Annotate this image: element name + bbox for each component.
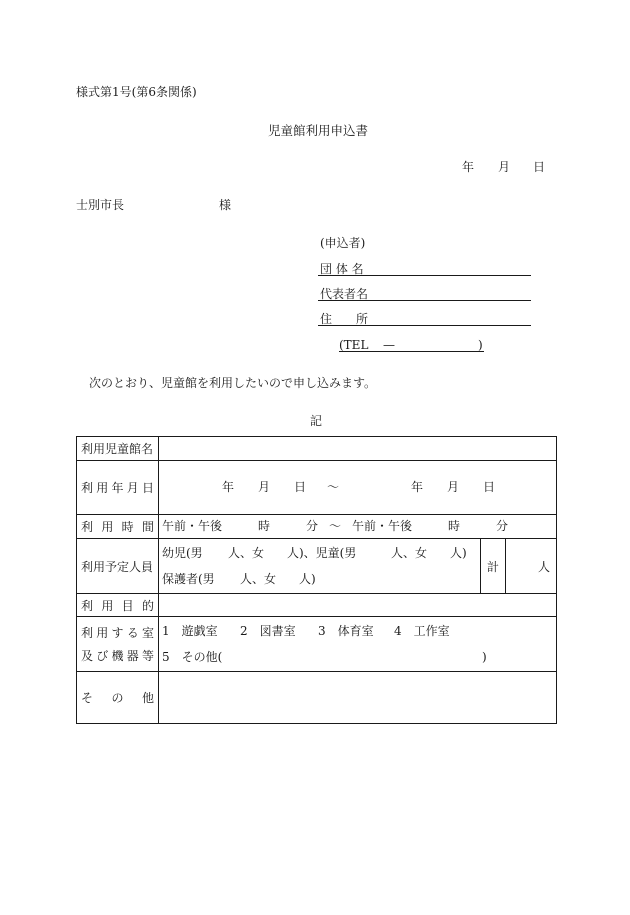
application-table [76,436,557,724]
address-field[interactable] [318,325,531,326]
representative-field[interactable] [318,300,531,301]
representative-label: 代表者名 [320,287,369,301]
to-ampm: 午前・午後 [352,519,413,533]
row-rooms-equipment [77,617,557,672]
total-field[interactable] [506,539,557,594]
tel-dash: — [383,338,395,352]
date-tilde: ～ [327,480,340,494]
infant-female: 人、女 [228,546,265,560]
child-close: 人) [450,546,467,560]
total-label: 計 [486,559,499,574]
end-year: 年 [411,480,424,494]
row-other [77,672,557,724]
row-facility-name [77,437,557,461]
usage-date-field[interactable] [159,461,557,515]
infant-male: 幼児(男 [162,546,203,560]
to-minute: 分 [496,519,509,533]
end-month: 月 [447,480,460,494]
other-field[interactable] [159,672,557,724]
from-minute: 分 [306,519,319,533]
row-usage-time [77,515,557,539]
room-option-other[interactable]: 5 その他( [162,650,223,664]
to-hour: 時 [448,519,461,533]
room-option-other-close: ) [482,650,487,664]
tel-close: ) [478,338,483,352]
other-label: そ の 他 [81,691,154,705]
usage-time-label: 利 用 時 間 [81,520,154,534]
row-usage-date [77,461,557,515]
from-ampm: 午前・午後 [162,519,223,533]
total-unit: 人 [538,559,551,574]
expected-people-label: 利用予定人員 [81,559,154,574]
usage-purpose-field[interactable] [159,594,557,617]
end-day: 日 [483,480,496,494]
start-year: 年 [222,480,235,494]
from-hour: 時 [258,519,271,533]
guardian-male: 保護者(男 [162,572,215,586]
rooms-equipment-field[interactable] [159,617,557,672]
time-tilde: ～ [329,519,342,533]
row-expected-people [77,539,557,594]
expected-people-field[interactable] [159,539,481,594]
addressee-name: 士別市長 [76,198,125,212]
date-day: 日 [533,160,546,174]
guardian-close: 人) [299,572,316,586]
room-option-4[interactable]: 4 工作室 [394,624,450,638]
room-option-3[interactable]: 3 体育室 [318,624,374,638]
room-option-2[interactable]: 2 図書室 [240,624,296,638]
usage-time-field[interactable] [159,515,557,539]
addressee-honorific: 様 [219,198,232,212]
child-male: 人)、児童(男 [287,546,357,560]
child-female: 人、女 [391,546,428,560]
address-label: 住 所 [320,312,369,326]
statement: 次のとおり、児童館を利用したいので申し込みます。 [89,376,377,390]
guardian-female: 人、女 [240,572,277,586]
note-heading: 記 [310,414,323,428]
label-cell [77,437,159,461]
tel-open: (TEL [339,338,369,352]
group-name-label: 団 体 名 [320,262,364,276]
total-label-cell [481,539,506,594]
start-day: 日 [294,480,307,494]
form-number: 様式第1号(第6条関係) [76,85,197,99]
usage-purpose-label: 利 用 目 的 [81,598,154,613]
date-year: 年 [462,160,475,174]
date-month: 月 [498,160,511,174]
usage-date-label: 利 用 年 月 日 [81,481,154,495]
rooms-equipment-label: 利 用 す る 室 及 び 機 器 等 [81,626,154,663]
applicant-heading: (申込者) [320,236,366,250]
start-month: 月 [258,480,271,494]
room-option-1[interactable]: 1 遊戯室 [162,624,218,638]
group-name-field[interactable] [318,275,531,276]
row-usage-purpose [77,594,557,617]
facility-name-label: 利用児童館名 [81,442,154,456]
facility-name-field[interactable] [159,437,557,461]
page-title: 児童館利用申込書 [268,123,369,138]
tel-field[interactable] [339,351,484,352]
